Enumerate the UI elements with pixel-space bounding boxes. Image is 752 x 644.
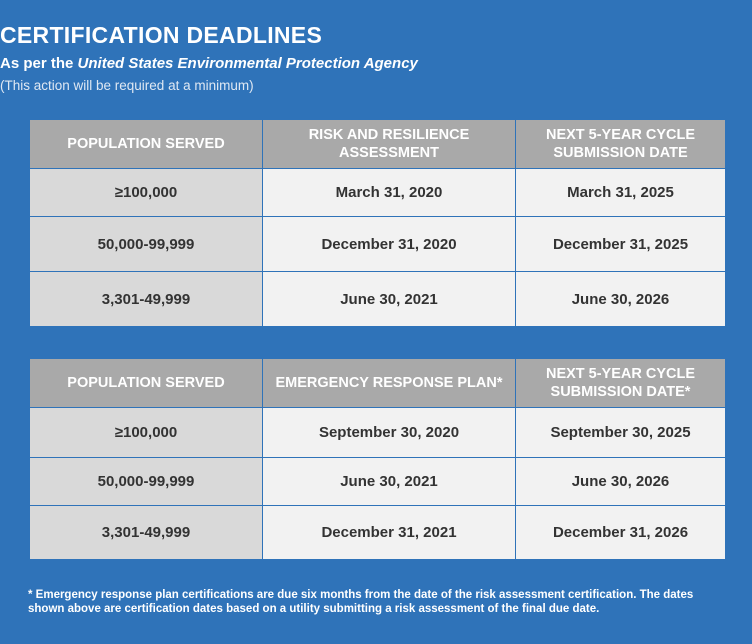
date-cell: December 31, 2020 <box>263 217 516 272</box>
page-title: CERTIFICATION DEADLINES <box>0 22 323 48</box>
population-cell: 3,301-49,999 <box>30 272 263 327</box>
population-cell: 50,000-99,999 <box>30 217 263 272</box>
table-row <box>30 408 726 458</box>
date-cell: September 30, 2025 <box>516 408 726 458</box>
page-subtitle <box>0 55 752 72</box>
column-header: NEXT 5-YEAR CYCLE SUBMISSION DATE* <box>516 359 726 408</box>
column-header: NEXT 5-YEAR CYCLE SUBMISSION DATE <box>516 120 726 169</box>
date-cell: June 30, 2026 <box>516 272 726 327</box>
subtitle-prefix: As per the <box>0 55 78 72</box>
date-cell: March 31, 2025 <box>516 169 726 217</box>
date-cell: December 31, 2021 <box>263 506 516 560</box>
population-cell: 3,301-49,999 <box>30 506 263 560</box>
footnote: * Emergency response plan certifications are due six months from the date of the risk assessment certification. The dates shown above are certification dates based on a utility submitting a risk assessment of the final due date. <box>28 589 694 615</box>
agency-name: United States Environmental Protection Agency <box>77 55 418 72</box>
table-row <box>30 272 726 327</box>
risk-assessment-table <box>29 119 726 327</box>
date-cell: December 31, 2025 <box>516 217 726 272</box>
date-cell: June 30, 2021 <box>263 272 516 327</box>
column-header: POPULATION SERVED <box>30 359 263 408</box>
population-cell: 50,000-99,999 <box>30 458 263 506</box>
date-cell: September 30, 2020 <box>263 408 516 458</box>
date-cell: March 31, 2020 <box>263 169 516 217</box>
requirement-note: (This action will be required at a minimum) <box>0 78 254 93</box>
date-cell: June 30, 2021 <box>263 458 516 506</box>
emergency-plan-table <box>29 358 726 560</box>
table-row <box>30 217 726 272</box>
table-row <box>30 506 726 560</box>
table-row <box>30 458 726 506</box>
table-header-row <box>30 120 726 169</box>
column-header: RISK AND RESILIENCE ASSESSMENT <box>263 120 516 169</box>
table-row <box>30 169 726 217</box>
population-cell: ≥100,000 <box>30 408 263 458</box>
table-header-row <box>30 359 726 408</box>
column-header: EMERGENCY RESPONSE PLAN* <box>263 359 516 408</box>
date-cell: December 31, 2026 <box>516 506 726 560</box>
population-cell: ≥100,000 <box>30 169 263 217</box>
column-header: POPULATION SERVED <box>30 120 263 169</box>
date-cell: June 30, 2026 <box>516 458 726 506</box>
